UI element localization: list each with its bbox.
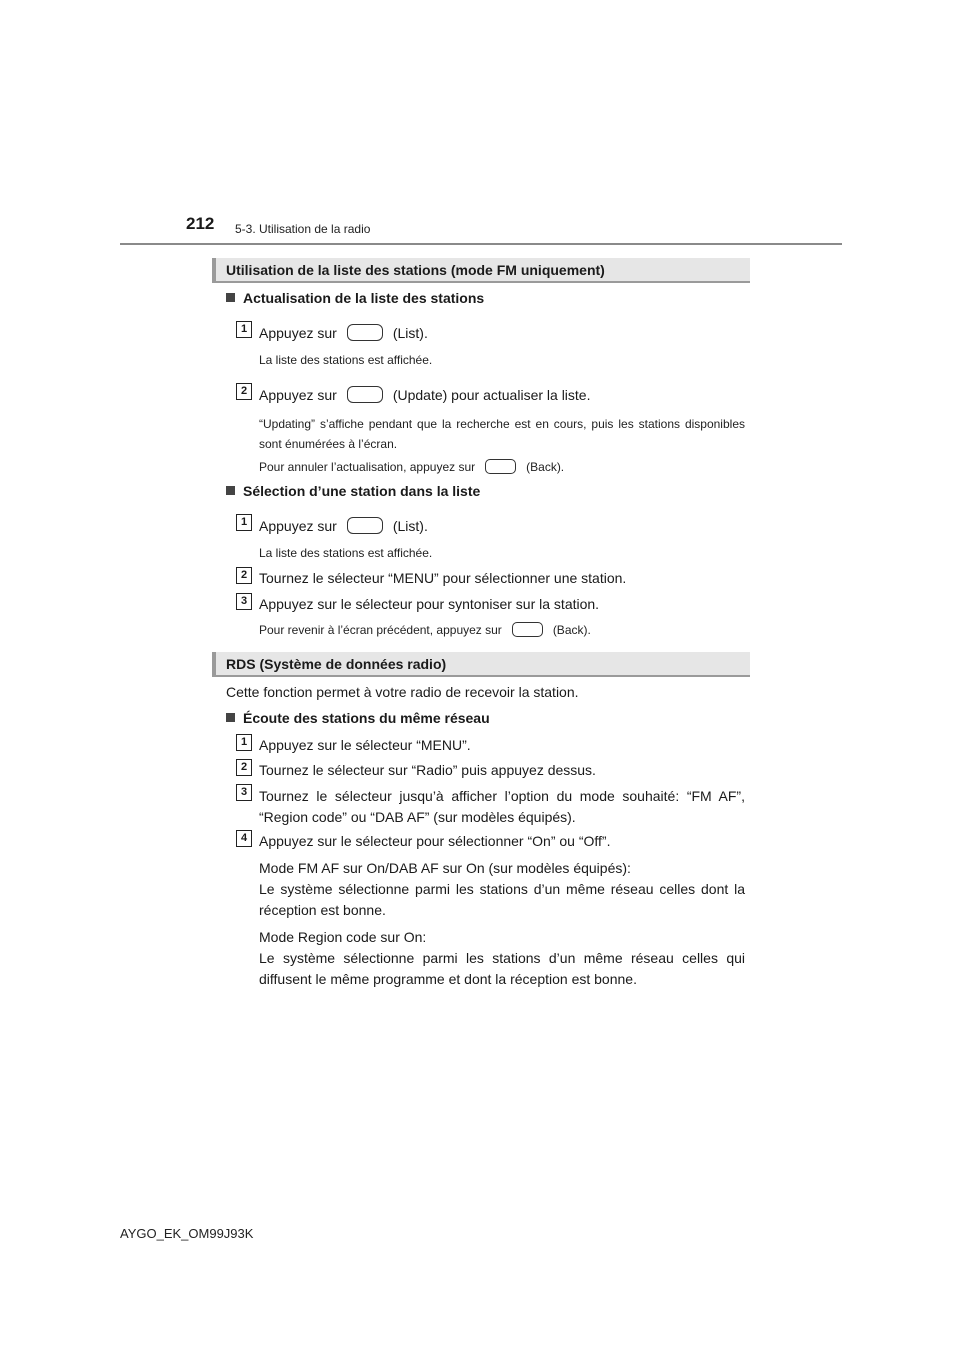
square-bullet-icon: [226, 293, 235, 302]
document-code: AYGO_EK_OM99J93K: [120, 1226, 254, 1241]
step-text-pre: Appuyez sur: [259, 387, 337, 403]
section-title: 5-3. Utilisation de la radio: [235, 222, 371, 236]
subheading-text: Sélection d’une station dans la liste: [243, 483, 481, 499]
paragraph-line: Mode FM AF sur On/DAB AF sur On (sur modèles équipés):: [259, 860, 631, 876]
header-rule: [120, 243, 842, 245]
step-note: [259, 622, 591, 637]
paragraph-line: Le système sélectionne parmi les stations d’un même réseau celles qui diffusent le même programme et dont la réception est bonne.: [259, 950, 745, 987]
section-heading-rds: [212, 652, 750, 677]
back-button-icon: [485, 459, 516, 474]
step-note: [259, 459, 564, 474]
list-button-icon: [347, 517, 383, 534]
step-text: Appuyez sur le sélecteur pour sélectionner “On” ou “Off”.: [259, 833, 611, 849]
subheading-update-list: [226, 290, 484, 306]
square-bullet-icon: [226, 713, 235, 722]
note-text-post: (Back).: [552, 623, 591, 637]
subheading-select-station: [226, 483, 480, 499]
explanation-paragraph: [259, 927, 745, 990]
step-badge: 4: [236, 830, 252, 847]
step-text: Appuyez sur le sélecteur “MENU”.: [259, 737, 471, 753]
step-badge: 2: [236, 759, 252, 776]
step-badge: 2: [236, 567, 252, 584]
subheading-same-network: [226, 710, 490, 726]
square-bullet-icon: [226, 486, 235, 495]
step-text: Tournez le sélecteur jusqu’à afficher l’option du mode souhaité: “FM AF”, “Region code” ou “DAB AF” (sur modèles équipés).: [259, 788, 745, 825]
step-text-post: (List).: [392, 518, 428, 534]
subheading-text: Actualisation de la liste des stations: [243, 290, 485, 306]
step-text: [259, 324, 428, 341]
step-badge: 1: [236, 734, 252, 751]
step-badge: 2: [236, 383, 252, 400]
intro-text: Cette fonction permet à votre radio de recevoir la station.: [226, 684, 579, 700]
step-text: [259, 386, 590, 403]
step-badge: 3: [236, 593, 252, 610]
step-badge: 1: [236, 514, 252, 531]
subheading-text: Écoute des stations du même réseau: [243, 710, 490, 726]
step-text-post: (List).: [392, 325, 428, 341]
step-text: Appuyez sur le sélecteur pour syntoniser sur la station.: [259, 596, 600, 612]
note-text-pre: Pour revenir à l’écran précédent, appuyez sur: [259, 623, 502, 637]
update-button-icon: [347, 386, 383, 403]
step-note: La liste des stations est affichée.: [259, 546, 433, 560]
step-note: “Updating” s’affiche pendant que la recherche est en cours, puis les stations disponibles sont énumérées à l’écran.: [259, 417, 745, 451]
step-text-pre: Appuyez sur: [259, 518, 337, 534]
heading-text: Utilisation de la liste des stations (mode FM uniquement): [226, 262, 605, 278]
step-badge: 1: [236, 321, 252, 338]
explanation-paragraph: [259, 858, 745, 921]
list-button-icon: [347, 324, 383, 341]
step-badge: 3: [236, 784, 252, 801]
step-text-post: (Update) pour actualiser la liste.: [392, 387, 591, 403]
note-text-pre: Pour annuler l’actualisation, appuyez sur: [259, 460, 476, 474]
section-heading-station-list: [212, 258, 750, 283]
back-button-icon: [512, 622, 543, 637]
note-text-post: (Back).: [526, 460, 565, 474]
step-note: La liste des stations est affichée.: [259, 353, 433, 367]
step-text: Tournez le sélecteur sur “Radio” puis appuyez dessus.: [259, 762, 596, 778]
paragraph-line: Mode Region code sur On:: [259, 929, 427, 945]
page-number: 212: [186, 214, 215, 233]
paragraph-line: Le système sélectionne parmi les stations d’un même réseau celles dont la réception est bonne.: [259, 881, 745, 918]
step-text: [259, 517, 428, 534]
step-text: Tournez le sélecteur “MENU” pour sélectionner une station.: [259, 570, 627, 586]
heading-text: RDS (Système de données radio): [226, 656, 447, 672]
step-text-pre: Appuyez sur: [259, 325, 337, 341]
